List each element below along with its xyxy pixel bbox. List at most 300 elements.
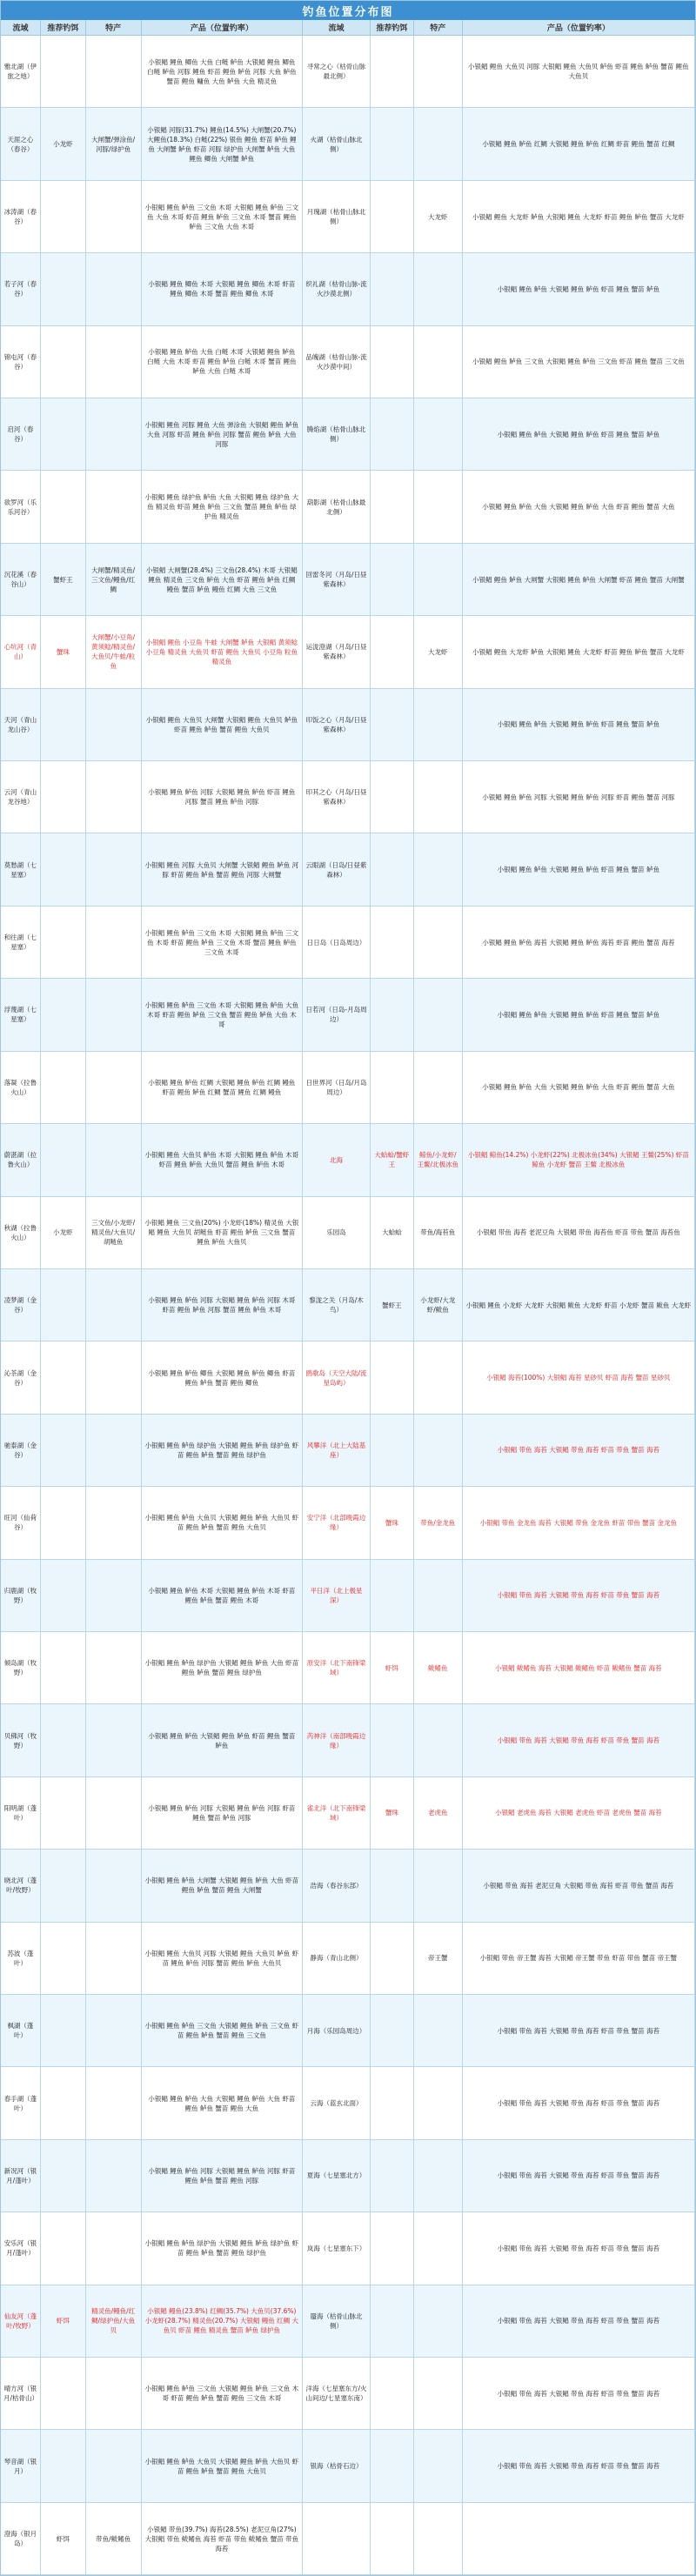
left-special-cell [86, 253, 142, 325]
table-row [1, 1923, 695, 1995]
left-special-cell [86, 761, 142, 833]
right-products-cell: 小银鲳 鲤鱼 鲈鱼 大银鲳 鲤鱼 鲈鱼 虾苗 鲤鱼 蟹苗 鲈鱼 [463, 253, 695, 325]
left-products-cell: 小银鲳 鲤鱼 鲈鱼 大银鲳 鲤鱼 鲈鱼 虾苗 鲤鱼 蟹苗 鲈鱼 [142, 1704, 304, 1776]
left-special-cell: 大闸蟹/小豆角/黄须鲶/精灵鱼/大鱼贝/牛蛙/粒鱼 [86, 616, 142, 687]
left-products-cell: 小银鲳 鲤鱼 鲈鱼 三文鱼 大银鲳 鲤鱼 鲈鱼 三文鱼 虾苗 鲤鱼 鲈鱼 蟹苗 鲤鱼 三文鱼 [142, 1995, 304, 2066]
left-products-cell: 小银鲳 鲤鱼 绿护鱼 鲈鱼 大鱼 大银鲳 鲤鱼 绿护鱼 大鱼 精灵鱼 虾苗 鲤鱼 鲈鱼 三文鱼 蟹苗 鲤鱼 鲈鱼 绿护鱼 精灵鱼 [142, 471, 304, 542]
left-bait-cell [41, 398, 86, 470]
right-products-cell: 小银鲳 鲤鱼 鲈鱼 大银鲳 鲤鱼 鲈鱼 虾苗 鲤鱼 蟹苗 鲈鱼 [463, 979, 695, 1050]
right-special-cell: 老虎鱼 [414, 1777, 463, 1849]
right-bait-cell [371, 398, 414, 470]
right-bait-cell: 蟹珠 [371, 1777, 414, 1849]
right-products-cell: 小银鲳 鲤鱼 大龙虾 鲈鱼 大银鲳 鲤鱼 大龙虾 虾苗 鲤鱼 鲈鱼 蟹苗 大龙虾 [463, 181, 695, 252]
right-bait-cell [371, 2140, 414, 2211]
table-row [1, 2140, 695, 2212]
right-special-cell: 小龙虾/大龙虾/鲅鱼 [414, 1269, 463, 1341]
left-bait-cell [41, 1342, 86, 1413]
left-products-cell: 小银鲳 鲤鱼 鲫鱼 大鱼 白鲢 鲈鱼 大银鲳 鲤鱼 鲫鱼 白鲢 鲈鱼 河豚 鲤鱼 虾苗 鲤鱼 鲈鱼 河豚 大鱼 鲈鱼 蟹苗 鲤鱼 鳙鱼 大鱼 鲈鱼 大鱼 精灵鱼 [142, 36, 304, 107]
left-bait-cell [41, 2430, 86, 2501]
right-bait-cell [371, 907, 414, 978]
left-area-cell: 冰涛湖（春谷） [1, 181, 41, 252]
right-area-cell: 月瑰湖（枯骨山脉北侧） [303, 181, 371, 252]
left-bait-cell [41, 1995, 86, 2066]
right-bait-cell [371, 108, 414, 179]
right-products-cell: 小银鲳 鲤鱼 鲈鱼 海苔 大银鲳 鲤鱼 鲈鱼 海苔 虾苗 鲤鱼 蟹苗 海苔 [463, 907, 695, 978]
left-bait-cell [41, 1923, 86, 1994]
table-row [1, 979, 695, 1051]
right-special-cell [414, 761, 463, 833]
table-row [1, 2358, 695, 2430]
table-row [1, 1850, 695, 1922]
right-area-cell: 芮神洋（南部晚霞边缘） [303, 1704, 371, 1776]
left-special-cell [86, 1632, 142, 1703]
left-bait-cell [41, 1415, 86, 1486]
right-bait-cell [371, 1415, 414, 1486]
right-area-cell: 印其之心（月岛/日昼紫森林） [303, 761, 371, 833]
left-special-cell [86, 2067, 142, 2138]
header-bait-right: 推荐钓饵 [371, 20, 414, 35]
right-area-cell: 原安洋（北下南锋梁域） [303, 1632, 371, 1703]
left-area-cell: 浮蔑湖（七星塞） [1, 979, 41, 1050]
left-area-cell: 晓北河（蓬叶/牧野） [1, 1850, 41, 1921]
left-bait-cell: 蟹珠 [41, 616, 86, 687]
left-special-cell: 大闸蟹/精灵鱼/三文鱼/鳗鱼/红鲷 [86, 544, 142, 615]
left-special-cell [86, 471, 142, 542]
left-bait-cell: 小龙虾 [41, 1197, 86, 1268]
left-bait-cell: 虾饵 [41, 2285, 86, 2357]
right-bait-cell [371, 1704, 414, 1776]
right-products-cell: 小银鲳 带鱼 海苔 大银鲳 带鱼 海苔 虾苗 带鱼 蟹苗 海苔 [463, 2212, 695, 2284]
right-special-cell [414, 471, 463, 542]
table-row [1, 2067, 695, 2139]
left-area-cell: 春手湖（蓬叶） [1, 2067, 41, 2138]
table-row [1, 833, 695, 906]
left-special-cell [86, 2430, 142, 2501]
right-products-cell: 小银鲳 带鱼 海苔 大银鲳 带鱼 海苔 虾苗 带鱼 蟹苗 海苔 [463, 2430, 695, 2501]
left-bait-cell [41, 2067, 86, 2138]
left-area-cell: 旺河（仙荷谷） [1, 1487, 41, 1558]
right-area-cell: 雀北洋（北下南锋梁域） [303, 1777, 371, 1849]
left-products-cell: 小银鲳 鲤鱼 鲈鱼 木哥 大银鲳 鲤鱼 鲈鱼 木哥 虾苗 鲤鱼 鲈鱼 蟹苗 鲤鱼 木哥 [142, 1560, 304, 1631]
left-bait-cell [41, 979, 86, 1050]
right-area-cell: 日日岛（日岛周边） [303, 907, 371, 978]
left-bait-cell [41, 36, 86, 107]
table-row [1, 108, 695, 180]
left-special-cell: 大闸蟹/弹涂鱼/河豚/绿护鱼 [86, 108, 142, 179]
right-area-cell [303, 2503, 371, 2574]
right-special-cell [414, 1704, 463, 1776]
left-special-cell [86, 398, 142, 470]
right-special-cell [414, 2503, 463, 2574]
left-products-cell: 小银鲳 鲤鱼 大鱼贝 大闸蟹 大银鲳 鲤鱼 大鱼贝 鲈鱼 虾苗 鲤鱼 鲈鱼 蟹苗 鲤鱼 大鱼贝 [142, 689, 304, 760]
left-bait-cell [41, 1704, 86, 1776]
right-products-cell: 小银鲳 鲤鱼 鲈鱼 大闸蟹 大银鲳 鲤鱼 鲈鱼 大闸蟹 虾苗 鲤鱼 蟹苗 大闸蟹 [463, 544, 695, 615]
right-area-cell: 回雷冬河（月岛/日昼紫森林） [303, 544, 371, 615]
left-area-cell: 沉花溪（春谷山） [1, 544, 41, 615]
right-area-cell: 品魄湖（枯骨山脉-流火沙漠中间） [303, 326, 371, 398]
left-area-cell: 天河（青山龙山谷） [1, 689, 41, 760]
left-area-cell: 莫愁湖（七星塞） [1, 833, 41, 905]
right-bait-cell [371, 1923, 414, 1994]
right-bait-cell: 大蛤蛤/蟹虾王 [371, 1124, 414, 1195]
right-area-cell: 日若河（日岛-月岛周边） [303, 979, 371, 1050]
right-special-cell: 大龙虾 [414, 616, 463, 687]
right-area-cell: 夏海（七星塞北方） [303, 2140, 371, 2211]
left-bait-cell [41, 326, 86, 398]
table-row [1, 2503, 695, 2575]
right-bait-cell [371, 1995, 414, 2066]
left-bait-cell: 蟹虾王 [41, 544, 86, 615]
right-area-cell: 日世界河（日岛/月岛周边） [303, 1052, 371, 1123]
left-bait-cell [41, 2140, 86, 2211]
left-area-cell: 枫湖（蓬叶） [1, 1995, 41, 2066]
table-row [1, 1704, 695, 1776]
left-area-cell: 落凝（拉鲁火山） [1, 1052, 41, 1123]
right-products-cell: 小银鲳 带鱼 海苔 大银鲳 带鱼 海苔 虾苗 带鱼 蟹苗 海苔 [463, 2285, 695, 2357]
right-bait-cell [371, 1342, 414, 1413]
table-body [1, 36, 695, 2575]
right-bait-cell: 大蛤蛤 [371, 1197, 414, 1268]
right-area-cell: 月海（乐园岛周边） [303, 1995, 371, 2066]
left-bait-cell [41, 2212, 86, 2284]
left-special-cell [86, 1923, 142, 1994]
right-products-cell: 小银鲳 海苔(100%) 大银鲳 海苔 星砂贝 虾苗 海苔 蟹苗 星砂贝 [463, 1342, 695, 1413]
left-products-cell: 小银鲳 鲤鱼 鲈鱼 红鲷 大银鲳 鲤鱼 鲈鱼 红鲷 鳗鱼 虾苗 鲤鱼 鲈鱼 红鲷 蟹苗 鲤鱼 红鲷 鳗鱼 [142, 1052, 304, 1123]
right-special-cell [414, 1560, 463, 1631]
header-special: 特产 [86, 20, 142, 35]
left-special-cell: 三文鱼/小龙虾/精灵鱼/大鱼贝/胡鲢鱼 [86, 1197, 142, 1268]
right-products-cell: 小银鲳 带鱼 海苔 老泥豆角 大银鲳 带鱼 海苔鱼 虾苗 带鱼 蟹苗 海苔鱼 [463, 1197, 695, 1268]
left-products-cell: 小银鲳 鲤鱼 鲈鱼 大闸蟹 大银鲳 鲤鱼 鲈鱼 大鱼 虾苗 鲤鱼 鲈鱼 蟹苗 鲤鱼 大闸蟹 [142, 1850, 304, 1921]
table-row [1, 2285, 695, 2358]
right-special-cell [414, 2285, 463, 2357]
right-area-cell: 蜃海（枯骨山脉北侧） [303, 2285, 371, 2357]
right-bait-cell [371, 544, 414, 615]
left-area-cell: 和往湖（七星塞） [1, 907, 41, 978]
right-special-cell [414, 2067, 463, 2138]
right-special-cell [414, 2212, 463, 2284]
left-bait-cell [41, 253, 86, 325]
table-row [1, 1995, 695, 2067]
left-area-cell: 驰泰湖（金谷） [1, 1415, 41, 1486]
right-special-cell: 鲅鳍鱼 [414, 1632, 463, 1703]
right-area-cell: 运泷澄湖（月岛/日昼紫森林） [303, 616, 371, 687]
right-special-cell [414, 979, 463, 1050]
table-row [1, 2430, 695, 2502]
right-area-cell: 乐园岛 [303, 1197, 371, 1268]
right-area-cell: 静海（青山北侧） [303, 1923, 371, 1994]
left-bait-cell [41, 1560, 86, 1631]
right-special-cell [414, 1995, 463, 2066]
right-area-cell: 鸥歌岛（天空大陆/流星岛屿） [303, 1342, 371, 1413]
table-row [1, 1777, 695, 1850]
left-products-cell: 小银鲳 鲤鱼 河豚 鲤鱼 大鱼 弹涂鱼 大银鲳 鲤鱼 鲈鱼 大鱼 河豚 虾苗 鲤鱼 鲈鱼 河豚 蟹苗 鲤鱼 鲈鱼 大鱼 河豚 [142, 398, 304, 470]
right-products-cell: 小银鲳 带鱼 海苔 大银鲳 带鱼 海苔 虾苗 带鱼 蟹苗 海苔 [463, 2067, 695, 2138]
right-special-cell: 带鱼/金龙鱼 [414, 1487, 463, 1558]
left-special-cell [86, 181, 142, 252]
right-area-cell: 腾焰湖（枯骨山脉北侧） [303, 398, 371, 470]
right-products-cell: 小银鲳 带鱼 海苔 老泥豆角 大银鲳 带鱼 海苔 虾苗 带鱼 蟹苗 海苔 [463, 1850, 695, 1921]
right-area-cell: 葫影湖（枯骨山脉最北侧） [303, 471, 371, 542]
right-bait-cell [371, 2358, 414, 2429]
left-area-cell: 蔚湛湖（拉鲁火山） [1, 1124, 41, 1195]
left-products-cell: 小银鲳 鲤鱼 鲈鱼 绿护鱼 大银鲳 鲤鱼 鲈鱼 大鱼 虾苗 鲤鱼 鲈鱼 蟹苗 鲤鱼 绿护鱼 [142, 1632, 304, 1703]
right-area-cell: 平日洋（北上极星深） [303, 1560, 371, 1631]
right-area-cell: 织礼湖（枯骨山脉-流火沙漠北侧） [303, 253, 371, 325]
left-products-cell: 小银鲳 鲤鱼 鲈鱼 河豚 大银鲳 鲤鱼 鲈鱼 河豚 木哥 虾苗 鲤鱼 鲈鱼 河豚 蟹苗 鲤鱼 鲈鱼 木哥 [142, 1269, 304, 1341]
left-bait-cell: 虾饵 [41, 2503, 86, 2574]
right-bait-cell: 蟹虾王 [371, 1269, 414, 1341]
header-products: 产品（位置钓率） [142, 20, 304, 35]
right-products-cell: 小银鲳 鲤鱼 鲈鱼 大银鲳 鲤鱼 鲈鱼 虾苗 鲤鱼 蟹苗 鲈鱼 [463, 833, 695, 905]
right-special-cell: 大龙虾 [414, 181, 463, 252]
right-bait-cell [371, 2430, 414, 2501]
right-products-cell: 小银鲳 鲤鱼 鲈鱼 大银鲳 鲤鱼 鲈鱼 虾苗 鲤鱼 蟹苗 鲈鱼 [463, 689, 695, 760]
right-special-cell [414, 326, 463, 398]
left-special-cell [86, 1415, 142, 1486]
left-products-cell: 小银鲳 鲤鱼 鲈鱼 大鱼 大银鲳 鲤鱼 鲈鱼 大鱼 虾苗 鲤鱼 鲈鱼 蟹苗 鲤鱼 大鱼 [142, 2067, 304, 2138]
right-special-cell [414, 689, 463, 760]
left-special-cell [86, 979, 142, 1050]
table-row [1, 1124, 695, 1196]
left-special-cell [86, 1704, 142, 1776]
table-row [1, 907, 695, 979]
left-products-cell: 小银鲳 鲤鱼 鲫鱼 木哥 大银鲳 鲤鱼 鲫鱼 木哥 虾苗 鲤鱼 鲫鱼 木哥 蟹苗 鲤鱼 鲫鱼 木哥 [142, 253, 304, 325]
left-area-cell: 仙友河（蓬叶/牧野） [1, 2285, 41, 2357]
table-row [1, 1052, 695, 1124]
header-special-right: 特产 [414, 20, 463, 35]
right-special-cell [414, 1342, 463, 1413]
right-area-cell: 风攀洋（北上大陆基座） [303, 1415, 371, 1486]
right-products-cell: 小银鲳 带鱼 海苔 大银鲳 带鱼 海苔 虾苗 带鱼 蟹苗 海苔 [463, 1704, 695, 1776]
table-row [1, 253, 695, 325]
left-area-cell: 云河（青山龙谷地） [1, 761, 41, 833]
right-area-cell: 寻常之心（枯骨山脉最北侧） [303, 36, 371, 107]
left-special-cell [86, 1487, 142, 1558]
right-bait-cell [371, 2285, 414, 2357]
right-products-cell: 小银鲳 鲤鱼 鲈鱼 大银鲳 鲤鱼 鲈鱼 虾苗 鲤鱼 蟹苗 鲈鱼 [463, 398, 695, 470]
left-products-cell: 小银鲳 鲤鱼 鲈鱼 三文鱼 大银鲳 鲤鱼 鲈鱼 三文鱼 木哥 虾苗 鲤鱼 鲈鱼 蟹苗 鲤鱼 三文鱼 木哥 [142, 2358, 304, 2429]
right-special-cell [414, 253, 463, 325]
left-products-cell: 小银鲳 鲤鱼 鲈鱼 大鱼贝 大银鲳 鲤鱼 鲈鱼 大鱼贝 虾苗 鲤鱼 鲈鱼 蟹苗 鲤鱼 大鱼贝 [142, 1487, 304, 1558]
left-bait-cell: 小龙虾 [41, 108, 86, 179]
right-area-cell: 黎泷之关（月岛/木鸟） [303, 1269, 371, 1341]
left-area-cell: 归鹿湖（牧野） [1, 1560, 41, 1631]
left-bait-cell [41, 833, 86, 905]
right-products-cell: 小银鲳 鲤鱼 小龙虾 大龙虾 大银鲳 鲅鱼 大龙虾 虾苗 小龙虾 蟹苗 鲅鱼 大龙虾 [463, 1269, 695, 1341]
right-area-cell: 浩海（春谷东部） [303, 1850, 371, 1921]
right-products-cell: 小银鲳 带鱼 海苔 大银鲳 带鱼 海苔 虾苗 带鱼 蟹苗 海苔 [463, 1560, 695, 1631]
right-products-cell: 小银鲳 带鱼 金龙鱼 海苔 大银鲳 带鱼 金龙鱼 虾苗 带鱼 蟹苗 金龙鱼 [463, 1487, 695, 1558]
right-special-cell [414, 108, 463, 179]
right-bait-cell [371, 1052, 414, 1123]
right-products-cell: 小银鲳 鲤鱼 鲈鱼 大鱼 大银鲳 鲤鱼 鲈鱼 大鱼 虾苗 鲤鱼 蟹苗 大鱼 [463, 471, 695, 542]
left-special-cell [86, 1052, 142, 1123]
right-products-cell: 小银鲳 带鱼 海苔 大银鲳 带鱼 海苔 虾苗 带鱼 蟹苗 海苔 [463, 2358, 695, 2429]
right-products-cell: 小银鲳 带鱼 海苔 大银鲳 带鱼 海苔 虾苗 带鱼 蟹苗 海苔 [463, 1995, 695, 2066]
right-area-cell: 云海（蓝玄北面） [303, 2067, 371, 2138]
header-area-right: 流域 [303, 20, 371, 35]
right-products-cell: 小银鲳 鲤鱼 鲈鱼 河豚 大银鲳 鲤鱼 鲈鱼 河豚 虾苗 鲤鱼 蟹苗 河豚 [463, 761, 695, 833]
right-bait-cell [371, 36, 414, 107]
left-special-cell [86, 2212, 142, 2284]
right-special-cell [414, 2140, 463, 2211]
left-area-cell: 锦屯河（春谷） [1, 326, 41, 398]
left-products-cell: 小银鲳 鲤鱼 鲈鱼 河豚 大银鲳 鲤鱼 鲈鱼 虾苗 鲤鱼 河豚 蟹苗 鲤鱼 鲈鱼 河豚 [142, 761, 304, 833]
left-area-cell: 天涯之心（春谷） [1, 108, 41, 179]
left-products-cell: 小银鲳 鲤鱼 小豆角 牛蛙 大闸蟹 鲈鱼 大银鲳 黄须鲶 小豆角 精灵鱼 大鱼贝 虾苗 鲤鱼 大鱼贝 小豆角 粒鱼 精灵鱼 [142, 616, 304, 687]
left-special-cell [86, 1777, 142, 1849]
left-bait-cell [41, 1850, 86, 1921]
left-products-cell: 小银鲳 鲤鱼 鲈鱼 三文鱼 木哥 大银鲳 鲤鱼 鲈鱼 三文鱼 木哥 虾苗 鲤鱼 鲈鱼 三文鱼 木哥 蟹苗 鲤鱼 鲈鱼 三文鱼 木哥 [142, 907, 304, 978]
table-row [1, 1197, 695, 1269]
left-area-cell: 若子河（春谷） [1, 253, 41, 325]
left-bait-cell [41, 1632, 86, 1703]
right-special-cell [414, 544, 463, 615]
right-bait-cell [371, 326, 414, 398]
right-area-cell: 印饭之心（月岛/日昼紫森林） [303, 689, 371, 760]
left-area-cell: 欲罗河（乐乐河谷） [1, 471, 41, 542]
table-row [1, 689, 695, 761]
right-bait-cell: 虾饵 [371, 1632, 414, 1703]
left-special-cell [86, 1560, 142, 1631]
left-area-cell: 秋湖（拉鲁火山） [1, 1197, 41, 1268]
left-products-cell: 小银鲳 鲤鱼 大鱼贝 河豚 大银鲳 鲤鱼 大鱼贝 鲈鱼 虾苗 鲤鱼 鲈鱼 河豚 蟹苗 鲤鱼 鲈鱼 大鱼贝 [142, 1923, 304, 1994]
right-products-cell: 小银鲳 带鱼 海苔 大银鲳 带鱼 海苔 虾苗 带鱼 蟹苗 海苔 [463, 1415, 695, 1486]
table-row [1, 544, 695, 616]
table-row [1, 616, 695, 688]
left-special-cell [86, 2358, 142, 2429]
left-special-cell [86, 1850, 142, 1921]
left-bait-cell [41, 471, 86, 542]
left-products-cell: 小银鲳 鲤鱼 三文鱼(20%) 小龙虾(18%) 精灵鱼 大银鲳 鲤鱼 大鱼贝 胡鲢鱼 虾苗 鲤鱼 鲈鱼 三文鱼 蟹苗 鲤鱼 鲈鱼 大鱼贝 [142, 1197, 304, 1268]
right-bait-cell [371, 761, 414, 833]
left-bait-cell [41, 907, 86, 978]
table-row [1, 36, 695, 108]
left-bait-cell [41, 1777, 86, 1849]
right-area-cell: 北海 [303, 1124, 371, 1195]
right-special-cell [414, 1052, 463, 1123]
left-products-cell: 小银鲳 鲤鱼 鲈鱼 绿护鱼 大银鲳 鲤鱼 鲈鱼 绿护鱼 虾苗 鲤鱼 鲈鱼 蟹苗 鲤鱼 绿护鱼 [142, 2212, 304, 2284]
right-area-cell: 火湖（枯骨山脉北侧） [303, 108, 371, 179]
right-products-cell [463, 2503, 695, 2574]
table-row [1, 1632, 695, 1704]
right-special-cell: 鲸鱼/小龙虾/王鳖/北极冰鱼 [414, 1124, 463, 1195]
left-special-cell [86, 1269, 142, 1341]
right-area-cell: 岚海（七星塞东下） [303, 2212, 371, 2284]
left-special-cell [86, 2140, 142, 2211]
left-products-cell: 小银鲳 鲤鱼 鲈鱼 三文鱼 木哥 大银鲳 鲤鱼 鲈鱼 大鱼 木哥 虾苗 鲤鱼 鲈鱼 三文鱼 蟹苗 鲤鱼 鲈鱼 大鱼 木哥 [142, 979, 304, 1050]
left-area-cell: 启河（春谷） [1, 398, 41, 470]
left-special-cell [86, 1124, 142, 1195]
left-products-cell: 小银鲳 鳗鱼(23.8%) 红鲷(35.7%) 大鱼贝(37.6%) 小龙虾(28.7%) 精灵鱼(20.7%) 大银鲳 鳗鱼 红鲷 大鱼贝 虾苗 鲤鱼 精灵鱼 蟹苗 鲈鱼 绿护鱼 [142, 2285, 304, 2357]
right-bait-cell [371, 253, 414, 325]
left-products-cell: 小银鲳 鲤鱼 鲈鱼 大鱼贝 大银鲳 鲤鱼 鲈鱼 大鱼贝 虾苗 鲤鱼 鲈鱼 蟹苗 鲤鱼 大鱼贝 [142, 2430, 304, 2501]
right-bait-cell [371, 471, 414, 542]
left-area-cell: 雅北湖（伊旅之地） [1, 36, 41, 107]
left-bait-cell [41, 181, 86, 252]
left-special-cell [86, 907, 142, 978]
left-products-cell: 小银鲳 鲤鱼 大鱼贝 鲈鱼 木哥 大银鲳 鲤鱼 鲈鱼 木哥 虾苗 鲤鱼 鲈鱼 大鱼贝 蟹苗 鲤鱼 鲈鱼 木哥 [142, 1124, 304, 1195]
right-special-cell [414, 1850, 463, 1921]
right-products-cell: 小银鲳 老虎鱼 海苔 大银鲳 老虎鱼 虾苗 老虎鱼 蟹苗 海苔 [463, 1777, 695, 1849]
header-products-right: 产品（位置钓率） [463, 20, 695, 35]
left-special-cell [86, 326, 142, 398]
left-products-cell: 小银鲳 鲤鱼 鲈鱼 绿护鱼 大银鲳 鲤鱼 鲈鱼 绿护鱼 虾苗 鲤鱼 鲈鱼 蟹苗 鲤鱼 绿护鱼 [142, 1415, 304, 1486]
right-bait-cell [371, 2212, 414, 2284]
left-products-cell: 小银鲳 鲤鱼 鲈鱼 河豚 大银鲳 鲤鱼 鲈鱼 河豚 虾苗 鲤鱼 鲈鱼 蟹苗 鲤鱼 河豚 [142, 2140, 304, 2211]
right-products-cell: 小银鲳 带鱼 海苔 大银鲳 带鱼 海苔 虾苗 带鱼 蟹苗 海苔 [463, 2140, 695, 2211]
right-products-cell: 小银鲳 鲅鳍鱼 海苔 大银鲳 鲅鳍鱼 虾苗 鲅鳍鱼 蟹苗 海苔 [463, 1632, 695, 1703]
table-row [1, 471, 695, 543]
left-products-cell: 小银鲳 鲤鱼 鲈鱼 鲫鱼 大银鲳 鲤鱼 鲈鱼 鲫鱼 虾苗 鲤鱼 鲈鱼 蟹苗 鲤鱼 鲫鱼 [142, 1342, 304, 1413]
left-products-cell: 小银鲳 鲤鱼 河豚 大鱼贝 大闸蟹 大银鲳 鲤鱼 鲈鱼 河豚 虾苗 鲤鱼 鲈鱼 蟹苗 鲤鱼 河豚 大闸蟹 [142, 833, 304, 905]
right-area-cell: 银海（枯骨石边） [303, 2430, 371, 2501]
left-special-cell [86, 1995, 142, 2066]
left-area-cell: 贝佛河（牧野） [1, 1704, 41, 1776]
right-bait-cell [371, 616, 414, 687]
right-products-cell: 小银鲳 鲤鱼 鲈鱼 三文鱼 大银鲳 鲤鱼 鲈鱼 三文鱼 虾苗 鲤鱼 蟹苗 三文鱼 [463, 326, 695, 398]
left-area-cell: 倾岛湖（牧野） [1, 1632, 41, 1703]
left-bait-cell [41, 1487, 86, 1558]
table-row [1, 1342, 695, 1414]
left-area-cell: 澄海（银月岛） [1, 2503, 41, 2574]
table-row [1, 1269, 695, 1342]
table-row [1, 2212, 695, 2285]
right-bait-cell: 蟹珠 [371, 1487, 414, 1558]
right-special-cell [414, 36, 463, 107]
left-area-cell: 阳明湖（蓬叶） [1, 1777, 41, 1849]
left-bait-cell [41, 1124, 86, 1195]
left-bait-cell [41, 689, 86, 760]
right-area-cell: 云眼湖（日岛/日昼紫森林） [303, 833, 371, 905]
left-products-cell: 小银鲳 鲤鱼 鲈鱼 三文鱼 木哥 大银鲳 鲤鱼 鲈鱼 三文鱼 大鱼 木哥 虾苗 鲤鱼 鲈鱼 三文鱼 木哥 蟹苗 鲤鱼 鲈鱼 三文鱼 大鱼 木哥 [142, 181, 304, 252]
right-products-cell: 小银鲳 带鱼 帝王蟹 海苔 大银鲳 帝王蟹 带鱼 虾苗 带鱼 蟹苗 帝王蟹 [463, 1923, 695, 1994]
left-products-cell: 小银鲳 带鱼(39.7%) 海苔(28.5%) 老泥豆角(27%) 大银鲳 带鱼 鲅鳍鱼 海苔 虾苗 带鱼 鲅鳍鱼 蟹苗 带鱼 海苔 [142, 2503, 304, 2574]
left-bait-cell [41, 1269, 86, 1341]
table-row [1, 761, 695, 833]
left-special-cell [86, 36, 142, 107]
header-bait: 推荐钓饵 [41, 20, 86, 35]
right-bait-cell [371, 181, 414, 252]
left-special-cell: 带鱼/鲅鳍鱼 [86, 2503, 142, 2574]
right-bait-cell [371, 2503, 414, 2574]
header-area: 流域 [1, 20, 41, 35]
right-special-cell [414, 2358, 463, 2429]
right-bait-cell [371, 2067, 414, 2138]
left-bait-cell [41, 761, 86, 833]
right-special-cell [414, 2430, 463, 2501]
table-title: 钓鱼位置分布图 [1, 1, 695, 20]
left-area-cell: 新况河（银月/蓬叶） [1, 2140, 41, 2211]
right-bait-cell [371, 1560, 414, 1631]
right-products-cell: 小银鲳 鲤鱼 鲈鱼 大鱼 大银鲳 鲤鱼 鲈鱼 大鱼 虾苗 鲤鱼 蟹苗 大鱼 [463, 1052, 695, 1123]
left-bait-cell [41, 2358, 86, 2429]
left-products-cell: 小银鲳 鲤鱼 鲈鱼 大鱼 白鲢 木哥 大银鲳 鲤鱼 鲈鱼 白鲢 大鱼 木哥 虾苗 鲤鱼 鲈鱼 白鲢 木哥 蟹苗 鲤鱼 鲈鱼 大鱼 白鲢 木哥 [142, 326, 304, 398]
left-special-cell [86, 689, 142, 760]
right-area-cell: 安宁洋（北部晚霞边缘） [303, 1487, 371, 1558]
right-special-cell [414, 833, 463, 905]
right-special-cell: 帝王蟹 [414, 1923, 463, 1994]
left-area-cell: 安乐河（银月/蓬叶） [1, 2212, 41, 2284]
right-area-cell: 洋海（七星塞东方/火山间边/七星塞东南） [303, 2358, 371, 2429]
table-row [1, 398, 695, 471]
right-special-cell: 带鱼/海苔鱼 [414, 1197, 463, 1268]
left-area-cell: 凌梦湖（金谷） [1, 1269, 41, 1341]
left-products-cell: 小银鲳 河豚(31.7%) 鲤鱼(14.5%) 大闸蟹(20.7%) 大鲤鱼(18.3%) 白鲢(22%) 银鱼 鲤鱼 虾苗 鲈鱼 鲤鱼 大闸蟹 鲈鱼 虾苗 河豚 绿护鱼 大闸蟹 鲈鱼 大鱼 鲤鱼 鲫鱼 大闸蟹 鲈鱼 [142, 108, 304, 179]
left-special-cell [86, 1342, 142, 1413]
table-row [1, 181, 695, 253]
